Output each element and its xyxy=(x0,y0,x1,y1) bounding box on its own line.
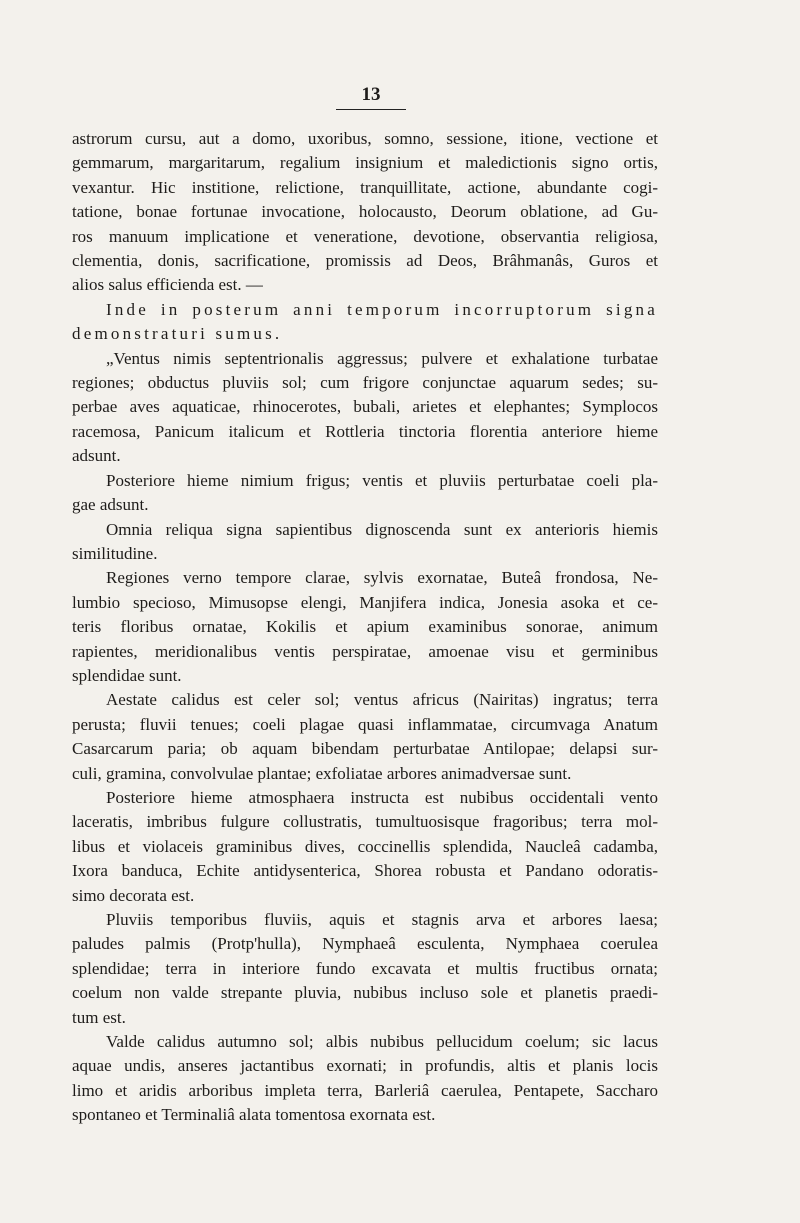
text-line: similitudine. xyxy=(72,543,158,563)
text-line: gae adsunt. xyxy=(72,495,149,515)
text-line: lumbio specioso, Mimusopse elengi, Manjifera indica, Jonesia asoka et ce- xyxy=(72,592,658,612)
text-line: Posteriore hieme atmosphaera instructa est nubibus occidentali vento xyxy=(106,787,658,807)
text-line: perusta; fluvii tenues; coeli plagae quasi inflammatae, circumvaga Anatum xyxy=(72,714,658,734)
text-line: vexantur. Hic institione, relictione, tranquillitate, actione, abundante cogi- xyxy=(72,177,658,197)
text-line: Posteriore hieme nimium frigus; ventis et pluviis perturbatae coeli pla- xyxy=(106,470,658,490)
text-line: Ixora banduca, Echite antidysenterica, Shorea robusta et Pandano odoratis- xyxy=(72,861,658,881)
text-line: demonstraturi sumus. xyxy=(72,324,283,344)
text-line: simo decorata est. xyxy=(72,885,195,905)
text-line: paludes palmis (Protp'hulla), Nymphaeâ esculenta, Nymphaea coerulea xyxy=(72,934,658,954)
text-line: coelum non valde strepante pluvia, nubibus incluso sole et planetis praedi- xyxy=(72,983,658,1003)
text-line: splendidae; terra in interiore fundo excavata et multis fructibus ornata; xyxy=(72,958,658,978)
text-line: adsunt. xyxy=(72,446,121,466)
text-line: Regiones verno tempore clarae, sylvis exornatae, Buteâ frondosa, Ne- xyxy=(106,568,658,588)
text-line: ros manuum implicatione et veneratione, devotione, observantia religiosa, xyxy=(72,226,658,246)
text-line: teris floribus ornatae, Kokilis et apium examinibus sonorae, animum xyxy=(72,617,658,637)
text-line: Inde in posterum anni temporum incorruptorum signa xyxy=(106,299,658,319)
text-line: tatione, bonae fortunae invocatione, holocausto, Deorum oblatione, ad Gu- xyxy=(72,202,658,222)
text-line: laceratis, imbribus fulgure collustratis, tumultuosisque fragoribus; terra mol- xyxy=(72,812,658,832)
text-line: astrorum cursu, aut a domo, uxoribus, somno, sessione, itione, vectione et xyxy=(72,129,658,148)
text-line: spontaneo et Terminaliâ alata tomentosa exornata est. xyxy=(72,1105,436,1125)
text-line: splendidae sunt. xyxy=(72,665,182,685)
text-line: clementia, donis, sacrificatione, promissis ad Deos, Brâhmanâs, Guros et xyxy=(72,251,658,271)
text-line: rapientes, meridionalibus ventis perspiratae, amoenae visu et germinibus xyxy=(72,641,658,661)
text-line: gemmarum, margaritarum, regalium insignium et maledictionis signo ortis, xyxy=(72,153,658,173)
text-line: regiones; obductus pluviis sol; cum frigore conjunctae aquarum sedes; su- xyxy=(72,373,658,393)
text-line: culi, gramina, convolvulae plantae; exfoliatae arbores animadversae sunt. xyxy=(72,763,572,783)
page-number: 13 xyxy=(336,84,406,110)
text-line: Aestate calidus est celer sol; ventus africus (Nairitas) ingratus; terra xyxy=(106,690,658,710)
text-line: „Ventus nimis septentrionalis aggressus; pulvere et exhalatione turbatae xyxy=(106,348,658,368)
text-line: Valde calidus autumno sol; albis nubibus pellucidum coelum; sic lacus xyxy=(106,1032,658,1052)
text-line: racemosa, Panicum italicum et Rottleria tinctoria florentia anteriore hieme xyxy=(72,421,658,441)
text-line: Casarcarum paria; ob aquam bibendam perturbatae Antilopae; delapsi sur- xyxy=(72,739,658,759)
text-line: limo et aridis arboribus impleta terra, Barleriâ caerulea, Pentapete, Saccharo xyxy=(72,1080,658,1100)
body-text xyxy=(72,127,658,1128)
text-line: Pluviis temporibus fluviis, aquis et stagnis arva et arbores laesa; xyxy=(106,910,658,929)
text-line: aquae undis, anseres jactantibus exornati; in profundis, altis et planis locis xyxy=(72,1056,658,1076)
text-line: libus et violaceis graminibus dives, coccinellis splendida, Naucleâ cadamba, xyxy=(72,836,658,856)
text-line: tum est. xyxy=(72,1007,126,1027)
text-line: perbae aves aquaticae, rhinocerotes, bubali, arietes et elephantes; Symplocos xyxy=(72,397,658,417)
text-line: alios salus efficienda est. — xyxy=(72,275,263,295)
text-line: Omnia reliqua signa sapientibus dignoscenda sunt ex anterioris hiemis xyxy=(106,519,658,539)
